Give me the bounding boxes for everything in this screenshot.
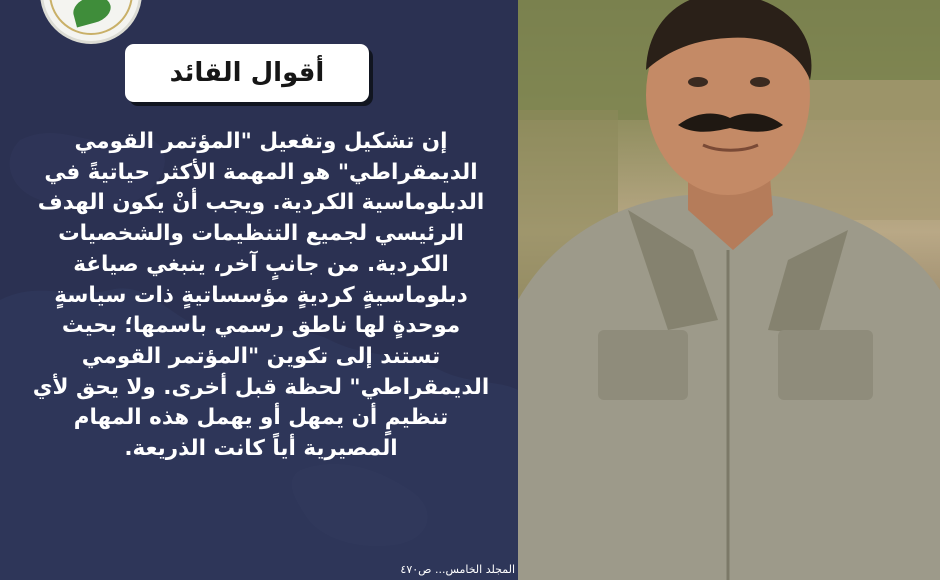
- title-badge: [125, 44, 369, 102]
- leader-portrait-photo: [518, 0, 940, 580]
- portrait-illustration: [518, 0, 940, 580]
- quote-text: إن تشكيل وتفعيل "المؤتمر القومي الديمقراطي" هو المهمة الأكثر حياتيةً في الدبلوماسية الكردية. ويجب أنْ يكون الهدف الرئيسي لجميع التنظيمات والشخصيات الكردية. من جانبٍ آخر، ينبغي صياغة دبلوماسيةٍ كرديةٍ مؤسساتيةٍ ذات سياسةٍ موحدةٍ لها ناطق رسمي باسمها؛ بحيث تستند إلى تكوين "المؤتمر القومي الديمقراطي" لحظة قبل أخرى. ولا يحق لأي تنظيمٍ أن يمهل أو يهمل هذه المهام المصيرية أياً كانت الذريعة.: [32, 129, 490, 462]
- page-title: أقوال القائد: [169, 58, 325, 88]
- source-citation: المجلد الخامس... ص٤٧٠: [400, 563, 515, 576]
